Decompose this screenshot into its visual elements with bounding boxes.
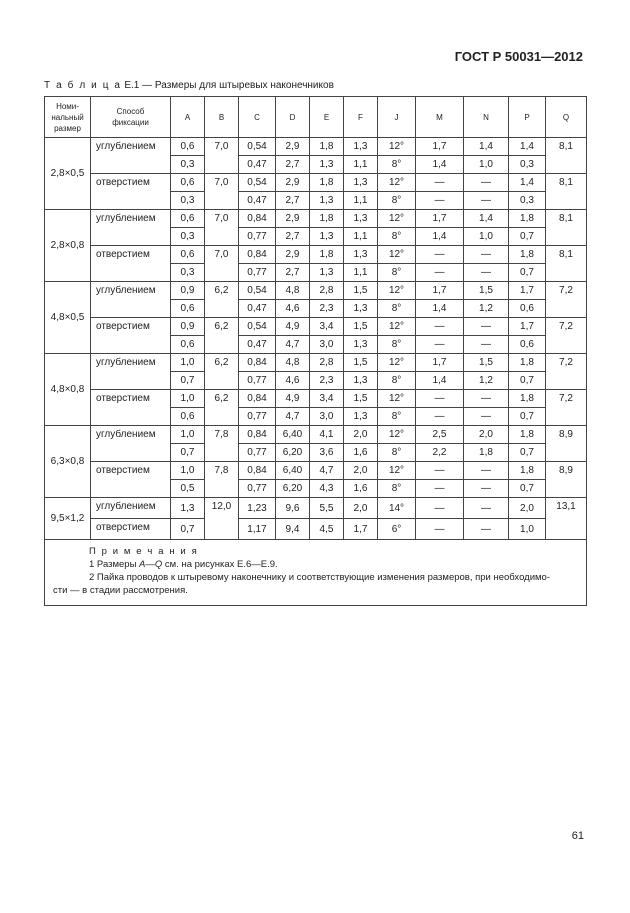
cell-f: 1,1	[344, 192, 378, 210]
cell-b: 6,2	[205, 390, 239, 426]
cell-n: —	[464, 174, 509, 192]
note-1-range: A—Q	[139, 559, 163, 570]
cell-a: 0,7	[171, 519, 205, 540]
table-row	[45, 282, 587, 300]
cell-j: 12°	[378, 354, 416, 372]
header-method-line: Способ	[116, 107, 145, 116]
cell-n: —	[464, 390, 509, 408]
header-col-d: D	[276, 97, 310, 138]
note-2-continuation: сти — в стадии рассмотрения.	[53, 585, 188, 596]
cell-n: 1,0	[464, 228, 509, 246]
cell-q: 8,1	[546, 174, 587, 210]
header-col-b: B	[205, 97, 239, 138]
cell-p: 0,7	[509, 264, 546, 282]
cell-a: 0,3	[171, 192, 205, 210]
cell-e: 1,3	[310, 192, 344, 210]
cell-b: 7,0	[205, 138, 239, 174]
cell-m: 1,7	[416, 210, 464, 228]
cell-n: —	[464, 336, 509, 354]
cell-q: 7,2	[546, 390, 587, 426]
cell-e: 2,8	[310, 354, 344, 372]
cell-e: 2,3	[310, 300, 344, 318]
cell-n: 1,5	[464, 282, 509, 300]
cell-d: 4,6	[276, 300, 310, 318]
cell-c: 0,77	[239, 480, 276, 498]
cell-a: 0,6	[171, 174, 205, 192]
cell-n: 2,0	[464, 426, 509, 444]
cell-p: 0,6	[509, 336, 546, 354]
cell-a: 0,9	[171, 318, 205, 336]
cell-e: 3,4	[310, 318, 344, 336]
fixation-method-cell: углублением	[91, 138, 171, 174]
cell-p: 1,7	[509, 282, 546, 300]
cell-p: 0,3	[509, 156, 546, 174]
cell-f: 1,3	[344, 138, 378, 156]
cell-p: 0,7	[509, 444, 546, 462]
cell-a: 1,0	[171, 354, 205, 372]
notes-title: П р и м е ч а н и я	[89, 546, 199, 557]
cell-c: 0,84	[239, 246, 276, 264]
cell-f: 1,5	[344, 390, 378, 408]
cell-b: 6,2	[205, 318, 239, 354]
table-row	[45, 210, 587, 228]
cell-p: 1,8	[509, 354, 546, 372]
cell-m: 1,7	[416, 138, 464, 156]
cell-n: 1,0	[464, 156, 509, 174]
cell-c: 0,77	[239, 264, 276, 282]
cell-f: 1,3	[344, 372, 378, 390]
cell-f: 1,3	[344, 300, 378, 318]
cell-f: 1,5	[344, 282, 378, 300]
header-col-c: C	[239, 97, 276, 138]
cell-d: 6,20	[276, 444, 310, 462]
cell-c: 0,47	[239, 156, 276, 174]
table-row	[45, 174, 587, 192]
cell-c: 0,77	[239, 372, 276, 390]
cell-c: 0,54	[239, 138, 276, 156]
nominal-size-cell: 4,8×0,8	[45, 354, 91, 426]
cell-q: 8,1	[546, 210, 587, 246]
cell-f: 1,3	[344, 408, 378, 426]
cell-e: 1,8	[310, 138, 344, 156]
cell-c: 0,54	[239, 282, 276, 300]
cell-q: 8,9	[546, 462, 587, 498]
cell-p: 1,0	[509, 519, 546, 540]
cell-j: 8°	[378, 336, 416, 354]
cell-b: 12,0	[205, 498, 239, 540]
table-row	[45, 138, 587, 156]
caption-prefix: Т а б л и ц а	[44, 80, 122, 91]
cell-n: —	[464, 519, 509, 540]
cell-p: 1,4	[509, 138, 546, 156]
note-1-suffix: см. на рисунках Е.6—Е.9.	[162, 559, 278, 570]
cell-e: 3,6	[310, 444, 344, 462]
cell-p: 0,7	[509, 408, 546, 426]
cell-c: 0,84	[239, 462, 276, 480]
cell-p: 0,3	[509, 192, 546, 210]
cell-e: 1,3	[310, 156, 344, 174]
cell-c: 0,54	[239, 318, 276, 336]
cell-n: 1,8	[464, 444, 509, 462]
cell-j: 8°	[378, 228, 416, 246]
cell-q: 8,1	[546, 138, 587, 174]
header-col-e: E	[310, 97, 344, 138]
cell-d: 4,8	[276, 282, 310, 300]
header-col-f: F	[344, 97, 378, 138]
cell-e: 4,7	[310, 462, 344, 480]
cell-a: 0,6	[171, 210, 205, 228]
cell-d: 2,7	[276, 228, 310, 246]
cell-d: 4,6	[276, 372, 310, 390]
cell-a: 0,6	[171, 138, 205, 156]
cell-a: 0,3	[171, 228, 205, 246]
cell-a: 1,0	[171, 426, 205, 444]
cell-p: 0,7	[509, 372, 546, 390]
cell-d: 2,7	[276, 192, 310, 210]
cell-d: 4,7	[276, 336, 310, 354]
cell-j: 14°	[378, 498, 416, 519]
cell-m: —	[416, 264, 464, 282]
cell-m: 2,5	[416, 426, 464, 444]
cell-b: 7,0	[205, 210, 239, 246]
page-number: 61	[571, 830, 584, 842]
cell-c: 0,77	[239, 444, 276, 462]
cell-j: 12°	[378, 282, 416, 300]
cell-e: 3,0	[310, 336, 344, 354]
cell-n: —	[464, 246, 509, 264]
cell-q: 8,9	[546, 426, 587, 462]
caption-text: Е.1 — Размеры для штыревых наконечников	[121, 80, 334, 91]
cell-d: 9,6	[276, 498, 310, 519]
cell-d: 6,20	[276, 480, 310, 498]
cell-q: 7,2	[546, 354, 587, 390]
cell-j: 12°	[378, 138, 416, 156]
cell-f: 1,3	[344, 174, 378, 192]
cell-b: 6,2	[205, 282, 239, 318]
cell-n: 1,2	[464, 372, 509, 390]
fixation-method-cell: отверстием	[91, 174, 171, 210]
cell-f: 2,0	[344, 426, 378, 444]
cell-e: 4,3	[310, 480, 344, 498]
cell-e: 1,8	[310, 210, 344, 228]
cell-p: 0,7	[509, 228, 546, 246]
cell-e: 3,0	[310, 408, 344, 426]
cell-n: 1,4	[464, 138, 509, 156]
header-col-p: P	[509, 97, 546, 138]
header-col-j: J	[378, 97, 416, 138]
fixation-method-cell: отверстием	[91, 318, 171, 354]
cell-j: 12°	[378, 210, 416, 228]
cell-a: 0,6	[171, 246, 205, 264]
notes-row	[45, 540, 587, 606]
cell-m: —	[416, 174, 464, 192]
cell-f: 1,1	[344, 156, 378, 174]
table-row	[45, 498, 587, 519]
cell-n: —	[464, 408, 509, 426]
cell-a: 1,0	[171, 390, 205, 408]
cell-c: 0,84	[239, 354, 276, 372]
cell-p: 1,8	[509, 246, 546, 264]
cell-m: —	[416, 246, 464, 264]
cell-j: 12°	[378, 174, 416, 192]
cell-c: 0,77	[239, 228, 276, 246]
table-row	[45, 519, 587, 540]
cell-q: 13,1	[546, 498, 587, 540]
cell-f: 1,3	[344, 210, 378, 228]
cell-j: 8°	[378, 372, 416, 390]
cell-f: 1,1	[344, 264, 378, 282]
cell-e: 1,3	[310, 228, 344, 246]
header-nominal-line: нальный	[51, 112, 84, 122]
note-1-prefix: 1 Размеры	[89, 559, 140, 570]
cell-b: 7,0	[205, 246, 239, 282]
cell-c: 0,84	[239, 390, 276, 408]
table-row	[45, 318, 587, 336]
cell-b: 7,8	[205, 462, 239, 498]
header-col-n: N	[464, 97, 509, 138]
table-caption	[44, 80, 334, 91]
fixation-method-cell: углублением	[91, 426, 171, 462]
cell-m: —	[416, 390, 464, 408]
table-header-row	[45, 97, 587, 138]
cell-j: 12°	[378, 462, 416, 480]
cell-f: 1,3	[344, 246, 378, 264]
cell-a: 0,5	[171, 480, 205, 498]
dimensions-table	[44, 96, 587, 606]
cell-c: 0,47	[239, 300, 276, 318]
cell-e: 1,8	[310, 246, 344, 264]
cell-j: 8°	[378, 408, 416, 426]
table-row	[45, 246, 587, 264]
cell-m: —	[416, 408, 464, 426]
cell-f: 1,3	[344, 336, 378, 354]
table-row	[45, 354, 587, 372]
cell-f: 1,6	[344, 444, 378, 462]
nominal-size-cell: 6,3×0,8	[45, 426, 91, 498]
nominal-size-cell: 2,8×0,8	[45, 210, 91, 282]
cell-m: —	[416, 519, 464, 540]
cell-n: 1,5	[464, 354, 509, 372]
cell-j: 6°	[378, 519, 416, 540]
document-id: ГОСТ Р 50031—2012	[454, 49, 583, 64]
cell-b: 7,8	[205, 426, 239, 462]
fixation-method-cell: отверстием	[91, 462, 171, 498]
cell-m: 1,7	[416, 354, 464, 372]
cell-n: —	[464, 462, 509, 480]
header-col-m: M	[416, 97, 464, 138]
header-fixation-method	[91, 97, 171, 138]
cell-j: 12°	[378, 390, 416, 408]
cell-n: —	[464, 318, 509, 336]
table-row	[45, 426, 587, 444]
header-nominal-line: размер	[54, 123, 81, 133]
cell-p: 0,7	[509, 480, 546, 498]
cell-m: 2,2	[416, 444, 464, 462]
cell-d: 4,7	[276, 408, 310, 426]
cell-d: 4,9	[276, 390, 310, 408]
table-row	[45, 462, 587, 480]
cell-p: 1,8	[509, 462, 546, 480]
cell-d: 2,9	[276, 138, 310, 156]
cell-e: 2,3	[310, 372, 344, 390]
cell-c: 0,77	[239, 408, 276, 426]
cell-f: 2,0	[344, 498, 378, 519]
cell-b: 6,2	[205, 354, 239, 390]
cell-m: 1,7	[416, 282, 464, 300]
note-1	[53, 558, 578, 571]
fixation-method-cell: углублением	[91, 210, 171, 246]
cell-e: 5,5	[310, 498, 344, 519]
fixation-method-cell: углублением	[91, 498, 171, 519]
cell-j: 8°	[378, 156, 416, 174]
cell-p: 2,0	[509, 498, 546, 519]
nominal-size-cell: 2,8×0,5	[45, 138, 91, 210]
cell-e: 1,3	[310, 264, 344, 282]
nominal-size-cell: 4,8×0,5	[45, 282, 91, 354]
cell-j: 12°	[378, 246, 416, 264]
cell-m: —	[416, 192, 464, 210]
table-body	[45, 138, 587, 540]
cell-j: 12°	[378, 318, 416, 336]
cell-c: 1,23	[239, 498, 276, 519]
cell-d: 6,40	[276, 462, 310, 480]
cell-p: 0,6	[509, 300, 546, 318]
cell-j: 8°	[378, 264, 416, 282]
cell-c: 0,47	[239, 336, 276, 354]
cell-q: 7,2	[546, 318, 587, 354]
cell-m: —	[416, 462, 464, 480]
cell-d: 2,9	[276, 210, 310, 228]
fixation-method-cell: углублением	[91, 282, 171, 318]
cell-a: 0,6	[171, 408, 205, 426]
cell-j: 8°	[378, 444, 416, 462]
note-2: 2 Пайка проводов к штыревому наконечнику и соответствующие изменения размеров, при необходимо-	[89, 572, 550, 583]
cell-m: —	[416, 498, 464, 519]
cell-f: 1,5	[344, 318, 378, 336]
cell-a: 0,7	[171, 372, 205, 390]
cell-a: 0,9	[171, 282, 205, 300]
nominal-size-cell: 9,5×1,2	[45, 498, 91, 540]
header-col-a: A	[171, 97, 205, 138]
cell-f: 1,6	[344, 480, 378, 498]
cell-q: 7,2	[546, 282, 587, 318]
cell-m: 1,4	[416, 228, 464, 246]
cell-c: 0,54	[239, 174, 276, 192]
cell-f: 2,0	[344, 462, 378, 480]
cell-e: 3,4	[310, 390, 344, 408]
fixation-method-cell: отверстием	[91, 390, 171, 426]
cell-f: 1,7	[344, 519, 378, 540]
fixation-method-cell: отверстием	[91, 246, 171, 282]
cell-m: 1,4	[416, 372, 464, 390]
cell-p: 1,8	[509, 426, 546, 444]
cell-p: 1,8	[509, 210, 546, 228]
cell-e: 4,5	[310, 519, 344, 540]
cell-c: 0,84	[239, 426, 276, 444]
cell-c: 0,84	[239, 210, 276, 228]
cell-a: 0,6	[171, 300, 205, 318]
cell-n: 1,2	[464, 300, 509, 318]
cell-m: —	[416, 336, 464, 354]
cell-d: 4,9	[276, 318, 310, 336]
cell-j: 8°	[378, 192, 416, 210]
cell-a: 0,3	[171, 264, 205, 282]
cell-n: —	[464, 480, 509, 498]
cell-p: 1,7	[509, 318, 546, 336]
cell-e: 2,8	[310, 282, 344, 300]
notes-cell	[45, 540, 587, 606]
cell-m: 1,4	[416, 300, 464, 318]
header-nominal-size	[45, 97, 91, 138]
fixation-method-cell: отверстием	[91, 519, 171, 540]
header-method-line: фиксации	[112, 118, 149, 127]
cell-j: 8°	[378, 300, 416, 318]
cell-c: 1,17	[239, 519, 276, 540]
cell-j: 12°	[378, 426, 416, 444]
cell-a: 1,3	[171, 498, 205, 519]
cell-m: —	[416, 480, 464, 498]
cell-d: 2,9	[276, 246, 310, 264]
cell-e: 4,1	[310, 426, 344, 444]
header-col-q: Q	[546, 97, 587, 138]
header-nominal-line: Номи-	[56, 101, 79, 111]
cell-e: 1,8	[310, 174, 344, 192]
cell-d: 2,9	[276, 174, 310, 192]
cell-m: 1,4	[416, 156, 464, 174]
table-row	[45, 390, 587, 408]
cell-d: 9,4	[276, 519, 310, 540]
cell-d: 2,7	[276, 264, 310, 282]
cell-j: 8°	[378, 480, 416, 498]
cell-n: 1,4	[464, 210, 509, 228]
cell-a: 1,0	[171, 462, 205, 480]
cell-n: —	[464, 264, 509, 282]
cell-a: 0,6	[171, 336, 205, 354]
cell-f: 1,5	[344, 354, 378, 372]
cell-p: 1,8	[509, 390, 546, 408]
cell-n: —	[464, 192, 509, 210]
cell-m: —	[416, 318, 464, 336]
fixation-method-cell: углублением	[91, 354, 171, 390]
cell-a: 0,3	[171, 156, 205, 174]
cell-d: 6,40	[276, 426, 310, 444]
cell-n: —	[464, 498, 509, 519]
cell-p: 1,4	[509, 174, 546, 192]
cell-d: 2,7	[276, 156, 310, 174]
cell-d: 4,8	[276, 354, 310, 372]
cell-q: 8,1	[546, 246, 587, 282]
cell-a: 0,7	[171, 444, 205, 462]
cell-b: 7,0	[205, 174, 239, 210]
cell-f: 1,1	[344, 228, 378, 246]
cell-c: 0,47	[239, 192, 276, 210]
